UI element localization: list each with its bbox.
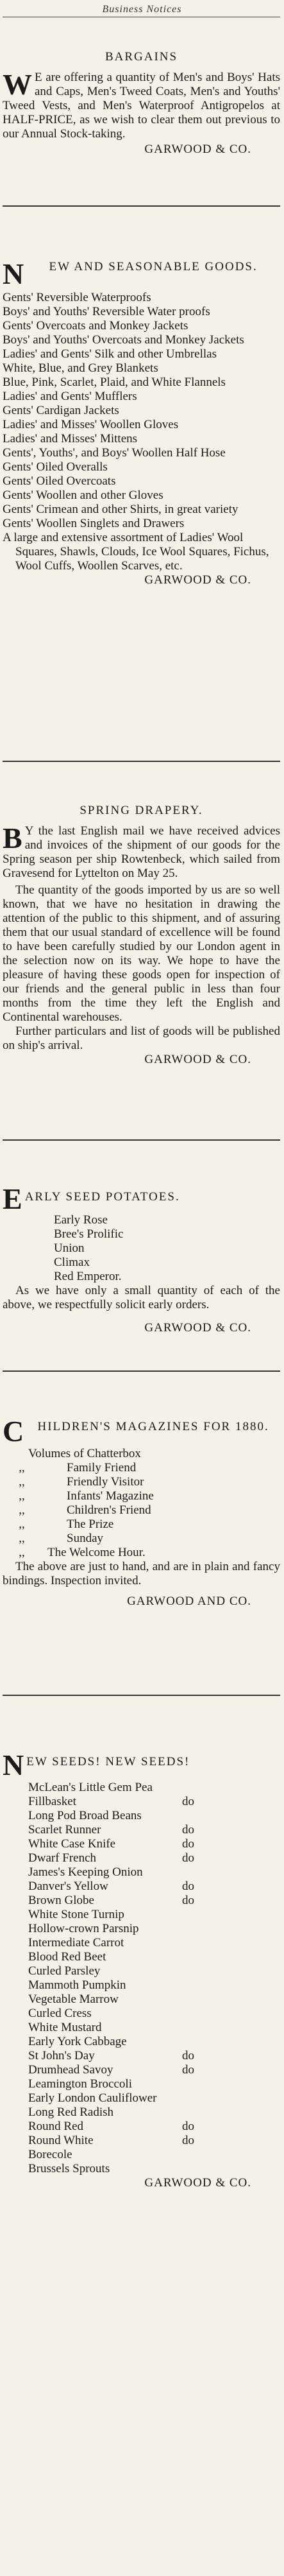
goods-item: Gents' Oiled Overalls xyxy=(3,460,108,474)
ad-signature: GARWOOD & CO. xyxy=(144,573,251,587)
seed-name: White Stone Turnip xyxy=(28,1908,124,1921)
ad-heading: EW AND SEASONABLE GOODS. xyxy=(49,260,258,273)
ditto-text xyxy=(182,1993,280,2007)
seed-item xyxy=(28,2007,280,2021)
ditto-text: do xyxy=(182,1851,194,1865)
goods-item: Ladies' and Misses' Woollen Gloves xyxy=(3,418,179,431)
magazine-title: Infants' Magazine xyxy=(67,1489,154,1503)
seed-item xyxy=(28,2120,280,2134)
ad-heading-block xyxy=(3,1751,280,1778)
seed-name: White Mustard xyxy=(28,2021,102,2034)
ditto-mark: ,, xyxy=(19,1517,25,1531)
magazine-list xyxy=(3,1461,280,1560)
ad-para: The quantity of the goods imported by us are so well known, that we have no hesitation in drawing the attention of the public to this shipment, and of assuring them that our usual standard of excellence will be found to have been carefully studied by our London agent in the selection now on its way. We hope to have the pleasure of having these goods open for inspection of our friends and the general public in less than four months from the time they left the English and Continental warehouses. xyxy=(3,883,280,1024)
seed-name: Early York Cabbage xyxy=(28,2035,127,2048)
ad-bargains xyxy=(3,50,280,157)
ditto-text xyxy=(182,1908,280,1922)
ditto-text xyxy=(182,1936,280,1950)
ditto-text xyxy=(182,1809,280,1823)
ditto-text xyxy=(182,1922,280,1936)
magazine-title: Sunday xyxy=(67,1532,103,1545)
ditto-text xyxy=(182,2148,280,2162)
drop-cap: N xyxy=(3,260,24,287)
ditto-mark: ,, xyxy=(19,1475,25,1489)
seed-name: Curled Cress xyxy=(28,2007,92,2020)
seed-name: Mammoth Pumpkin xyxy=(28,1978,126,1992)
seed-item xyxy=(28,1922,280,1936)
ditto-text: do xyxy=(182,2049,194,2062)
ditto-text: do xyxy=(182,1795,194,1808)
ditto-mark: ,, xyxy=(19,1461,25,1474)
goods-item: Boys' and Youths' Overcoats and Monkey Jackets xyxy=(3,333,244,347)
seed-item xyxy=(28,1809,280,1823)
ditto-mark: ,, xyxy=(19,1489,25,1503)
goods-item: Blue, Pink, Scarlet, Plaid, and White Flannels xyxy=(3,376,226,389)
ad-heading: SPRING DRAPERY. xyxy=(79,804,203,817)
ditto-text xyxy=(182,1964,280,1978)
seed-list xyxy=(3,1781,280,2176)
variety-item: Union xyxy=(54,1241,85,1255)
seed-name: Early London Cauliflower xyxy=(28,2091,157,2105)
seed-name: Drumhead Savoy xyxy=(28,2063,113,2077)
magazine-title: The Welcome Hour. xyxy=(47,1546,146,1559)
ditto-text xyxy=(182,1781,280,1795)
ad-heading-block xyxy=(3,1185,280,1212)
magazine-title: The Prize xyxy=(67,1517,114,1531)
ditto-text xyxy=(182,2007,280,2021)
seed-item xyxy=(28,1964,280,1978)
seed-name: Scarlet Runner xyxy=(28,1823,101,1837)
variety-item: Climax xyxy=(54,1256,90,1269)
divider xyxy=(3,205,280,207)
ad-para xyxy=(3,824,280,881)
ad-seasonable xyxy=(3,260,280,587)
goods-item: Gents' Cardigan Jackets xyxy=(3,404,119,417)
seed-item xyxy=(28,2049,280,2063)
seed-name: Leamington Broccoli xyxy=(28,2077,132,2091)
goods-item: Ladies' and Gents' Mufflers xyxy=(3,390,137,403)
magazine-title: Friendly Visitor xyxy=(67,1475,144,1489)
goods-item: Gents' Oiled Overcoats xyxy=(3,474,116,488)
ditto-text xyxy=(182,2162,280,2176)
ad-body: The above are just to hand, and are in plain and fancy bindings. Inspection invited. xyxy=(3,1560,280,1587)
ad-text: E are offering a quantity of Men's and Boys' Hats and Caps, Men's Tweed Coats, Men's and Youths' Tweed Vests, and Men's Waterproof Antigropelos at HALF-PRICE, as we wish to clear them out previous to our Annual Stock-taking. xyxy=(3,71,280,141)
seed-item xyxy=(28,1781,280,1795)
ditto-text xyxy=(182,2035,280,2049)
seed-item xyxy=(28,1978,280,1993)
goods-item: Gents' Woollen and other Gloves xyxy=(3,488,163,502)
ad-heading: ARLY SEED POTATOES. xyxy=(24,1190,180,1204)
ad-heading-block xyxy=(3,260,280,287)
seed-item xyxy=(28,2162,280,2176)
magazine-item xyxy=(3,1475,280,1489)
seed-item xyxy=(28,1865,280,1880)
goods-list xyxy=(3,291,280,573)
goods-item: Gents' Overcoats and Monkey Jackets xyxy=(3,319,188,333)
magazine-item xyxy=(3,1546,280,1560)
variety-list xyxy=(3,1213,280,1284)
divider xyxy=(3,1695,280,1696)
magazine-item xyxy=(3,1532,280,1546)
seed-name: White Case Knife xyxy=(28,1837,116,1851)
magazine-title: Children's Friend xyxy=(67,1503,151,1517)
seed-item xyxy=(28,2077,280,2091)
ditto-text xyxy=(182,2021,280,2035)
seed-item xyxy=(28,2134,280,2148)
magazine-item xyxy=(3,1461,280,1475)
seed-item xyxy=(28,1894,280,1908)
ad-heading: HILDREN'S MAGAZINES FOR 1880. xyxy=(37,1420,269,1433)
ad-signature: GARWOOD & CO. xyxy=(144,1053,251,1066)
seed-item xyxy=(28,1908,280,1922)
seed-name: Danver's Yellow xyxy=(28,1880,108,1893)
ad-heading: EW SEEDS! NEW SEEDS! xyxy=(26,1755,190,1768)
masthead: Business Notices xyxy=(102,4,182,15)
ad-body xyxy=(3,68,280,141)
ditto-text xyxy=(182,2077,280,2091)
ad-spring xyxy=(3,804,280,1067)
drop-cap: C xyxy=(3,1417,24,1444)
ad-body: As we have only a small quantity of each of the above, we respectfully solicit early orders. xyxy=(3,1284,280,1311)
seed-name: Borecole xyxy=(28,2148,72,2161)
drop-cap: W xyxy=(3,68,32,101)
goods-item: Gents' Woollen Singlets and Drawers xyxy=(3,517,185,530)
ad-potatoes xyxy=(3,1185,280,1335)
ad-signature: GARWOOD & CO. xyxy=(144,143,251,156)
goods-item: Gents', Youths', and Boys' Woollen Half Hose xyxy=(3,446,226,460)
ditto-text: do xyxy=(182,1894,194,1907)
seed-item xyxy=(28,2091,280,2105)
seed-item xyxy=(28,1795,280,1809)
seed-item xyxy=(28,1950,280,1964)
seed-name: Round Red xyxy=(28,2120,84,2133)
seed-item xyxy=(28,1851,280,1865)
seed-item xyxy=(28,1936,280,1950)
divider xyxy=(3,1139,280,1141)
ad-magazines xyxy=(3,1417,280,1609)
seed-name: Curled Parsley xyxy=(28,1964,101,1978)
seed-item xyxy=(28,1880,280,1894)
ad-heading: BARGAINS xyxy=(104,50,178,64)
seed-name: Round White xyxy=(28,2134,94,2147)
seed-name: Brown Globe xyxy=(28,1894,94,1907)
seed-item xyxy=(28,2105,280,2120)
seed-item xyxy=(28,2035,280,2049)
ad-signature: GARWOOD AND CO. xyxy=(127,1595,251,1608)
drop-cap: E xyxy=(3,1185,22,1212)
seed-item xyxy=(28,2063,280,2077)
seed-item xyxy=(28,1993,280,2007)
seed-item xyxy=(28,2148,280,2162)
goods-item: Gents' Reversible Waterproofs xyxy=(3,291,151,304)
variety-item: Bree's Prolific xyxy=(54,1227,124,1241)
ditto-text: do xyxy=(182,2134,194,2147)
seed-name: Blood Red Beet xyxy=(28,1950,106,1964)
variety-item: Early Rose xyxy=(54,1213,108,1227)
seed-name: Long Red Radish xyxy=(28,2105,113,2119)
ditto-text: do xyxy=(182,1880,194,1893)
ad-signature: GARWOOD & CO. xyxy=(144,1321,251,1335)
ditto-mark: ,, xyxy=(19,1503,25,1517)
ditto-text xyxy=(182,2091,280,2105)
magazine-item xyxy=(3,1517,280,1532)
magazine-item xyxy=(3,1489,280,1503)
ditto-text: do xyxy=(182,2120,194,2133)
magazine-title: Family Friend xyxy=(67,1461,137,1474)
seed-item xyxy=(28,2021,280,2035)
goods-item: Boys' and Youths' Reversible Water proofs xyxy=(3,305,210,318)
ditto-text xyxy=(182,1950,280,1964)
seed-name: Vegetable Marrow xyxy=(28,1993,119,2006)
seed-name: James's Keeping Onion xyxy=(28,1865,143,1879)
ad-seeds xyxy=(3,1751,280,2190)
goods-item: Ladies' and Misses' Mittens xyxy=(3,432,138,445)
seed-name: Dwarf French xyxy=(28,1851,97,1865)
seed-name: Brussels Sprouts xyxy=(28,2162,110,2175)
ditto-text: do xyxy=(182,2063,194,2077)
goods-item: A large and extensive assortment of Ladies' Wool Squares, Shawls, Clouds, Ice Wool Squares, Fichus, Wool Cuffs, Woollen Scarves, etc. xyxy=(3,531,269,573)
goods-item: Gents' Crimean and other Shirts, in great variety xyxy=(3,503,238,516)
ditto-text: do xyxy=(182,1837,194,1851)
ad-heading-block xyxy=(3,1417,280,1444)
seed-name: McLean's Little Gem Pea xyxy=(28,1781,153,1794)
ad-text: Y the last English mail we have received advices and invoices of the shipment of our goods for the Spring season per ship Rowtenbeck, which sailed from Gravesend for Lyttelton on May 25. xyxy=(3,824,280,880)
divider xyxy=(3,1370,280,1372)
seed-name: Long Pod Broad Beans xyxy=(28,1809,142,1822)
seed-item xyxy=(28,1823,280,1837)
seed-name: Intermediate Carrot xyxy=(28,1936,124,1949)
variety-item: Red Emperor. xyxy=(54,1270,122,1283)
seed-name: Hollow-crown Parsnip xyxy=(28,1922,139,1935)
goods-item: White, Blue, and Grey Blankets xyxy=(3,361,158,375)
magazine-first: Volumes of Chatterbox xyxy=(28,1447,141,1460)
ditto-text xyxy=(182,2105,280,2120)
divider xyxy=(3,761,280,762)
ad-para: Further particulars and list of goods will be published on ship's arrival. xyxy=(3,1024,280,1052)
ditto-text: do xyxy=(182,1823,194,1837)
seed-item xyxy=(28,1837,280,1851)
ditto-mark: ,, xyxy=(19,1546,25,1559)
magazine-item xyxy=(3,1503,280,1517)
ditto-mark: ,, xyxy=(19,1532,25,1545)
ditto-text xyxy=(182,1865,280,1880)
drop-cap: N xyxy=(3,1751,24,1778)
ditto-text xyxy=(182,1978,280,1993)
goods-item: Ladies' and Gents' Silk and other Umbrellas xyxy=(3,347,217,361)
seed-name: St John's Day xyxy=(28,2049,95,2062)
seed-name: Fillbasket xyxy=(28,1795,76,1808)
ad-signature: GARWOOD & CO. xyxy=(144,2176,251,2190)
drop-cap: B xyxy=(3,822,22,854)
